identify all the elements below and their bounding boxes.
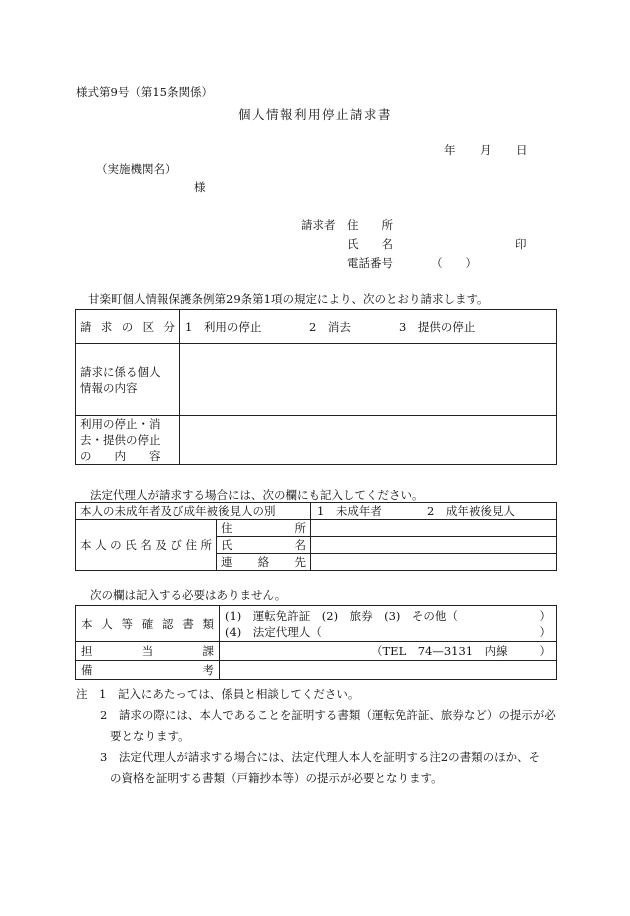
note-3-cont: の資格を証明する書類（戸籍抄本等）の提示が必要となります。: [110, 771, 443, 785]
label-char: 所: [294, 521, 306, 535]
label-char: の: [110, 538, 122, 552]
remarks-label-cell: [76, 661, 220, 680]
request-table: [75, 309, 557, 465]
person-name-field[interactable]: [311, 537, 557, 554]
option-minor[interactable]: 1 未成年者: [317, 504, 382, 518]
person-label: [80, 537, 212, 553]
label-char: 求: [100, 319, 113, 334]
label-char: 住: [185, 538, 197, 552]
label-char: 絡: [257, 555, 270, 569]
id-docs-line2: (4) 法定代理人（: [225, 624, 322, 639]
dept-close: ）: [539, 644, 551, 658]
label-char: び: [170, 538, 182, 552]
label-char: 等: [121, 616, 133, 631]
option-stop-use[interactable]: 1 利用の停止: [185, 319, 262, 334]
label-char: 名: [140, 538, 152, 552]
id-docs-line1-close: ）: [539, 608, 551, 623]
legal-rep-note: 法定代理人が請求する場合には、次の欄にも記入してください。: [90, 488, 424, 502]
stop-content-label-line2: 去・提供の停止: [80, 433, 161, 447]
label-char: 及: [155, 538, 167, 552]
label-char: 先: [294, 555, 306, 569]
id-docs-label: [81, 616, 214, 632]
id-docs-cell: [220, 606, 557, 642]
label-char: 担: [81, 644, 93, 658]
dept-label: [81, 643, 214, 659]
label-char: 当: [141, 644, 154, 658]
label-char: 課: [202, 644, 214, 658]
person-contact-field[interactable]: [311, 554, 557, 571]
label-char: 名: [294, 538, 306, 552]
label-char: 所: [200, 538, 212, 552]
label-char: 住: [221, 521, 233, 535]
option-delete[interactable]: 2 消去: [309, 319, 351, 334]
minor-type-options: [311, 503, 557, 520]
agency-label: （実施機関名）: [96, 162, 177, 176]
label-char: 本: [81, 616, 93, 631]
phone-paren: （ ）: [431, 256, 477, 270]
requester-block: [301, 217, 541, 270]
label-char: 分: [163, 319, 175, 334]
date-line: [444, 142, 528, 158]
stop-content-label-line1: 利用の停止・消: [80, 417, 161, 431]
label-char: 連: [221, 555, 233, 569]
date-month: 月: [480, 143, 492, 157]
note-2: 2 請求の際には、本人であることを証明する書類（運転免許証、旅券など）の提示が必: [100, 708, 556, 722]
note-3: 3 法定代理人が請求する場合には、法定代理人本人を証明する注2の書類のほか、そ: [100, 750, 541, 764]
person-name-label-cell: [217, 537, 311, 554]
label-char: の: [121, 319, 134, 334]
label-char: 人: [101, 616, 113, 631]
stop-content-label-cell: [76, 416, 180, 465]
info-content-field[interactable]: [180, 344, 557, 416]
request-type-label: [80, 319, 175, 335]
info-content-label-line1: 請求に係る個人: [80, 364, 161, 379]
stop-content-field[interactable]: [180, 416, 557, 465]
id-docs-line1: (1) 運転免許証 (2) 旅券 (3) その他（: [225, 608, 458, 623]
person-contact-label: [221, 554, 306, 570]
note-1: 注 1 記入にあたっては、係員と相談してください。: [76, 687, 360, 701]
person-name-label: [221, 537, 306, 553]
requester-label: 請求者: [301, 218, 336, 232]
info-content-label-line2: 情報の内容: [80, 380, 138, 395]
seal-label: 印: [515, 237, 527, 251]
request-type-label-cell: [76, 310, 180, 344]
minor-type-label: 本人の未成年者及び成年被後見人の別: [76, 503, 311, 520]
label-char: 類: [202, 616, 214, 631]
info-content-label-cell: [76, 344, 180, 416]
request-type-options: [180, 310, 557, 344]
dept-value: （TEL 74—3131 内線: [371, 644, 508, 658]
label-char: 書: [182, 616, 194, 631]
requester-phone-label: 電話番号: [347, 256, 393, 270]
remarks-field[interactable]: [220, 661, 557, 680]
date-day: 日: [516, 143, 528, 157]
dept-cell: [220, 642, 557, 661]
requester-name-label: 氏 名: [347, 237, 393, 251]
id-docs-line2-close: ）: [539, 624, 551, 639]
label-char: 氏: [125, 538, 137, 552]
office-use-table: [75, 605, 557, 680]
person-address-field[interactable]: [311, 520, 557, 537]
dept-label-cell: [76, 642, 220, 661]
person-address-label: [221, 520, 306, 536]
intro-text: 甘楽町個人情報保護条例第29条第1項の規定により、次のとおり請求します。: [88, 292, 489, 306]
page-title: 個人情報利用停止請求書: [237, 107, 392, 122]
person-contact-label-cell: [217, 554, 311, 571]
option-stop-provide[interactable]: 3 提供の停止: [399, 319, 476, 334]
stop-content-label-line3: の 内 容: [80, 449, 161, 463]
legal-rep-table: [75, 502, 557, 571]
note-2-cont: 要となります。: [110, 729, 190, 743]
label-char: 確: [141, 616, 154, 631]
id-docs-label-cell: [76, 606, 220, 642]
label-char: 請: [80, 319, 92, 334]
label-char: 備: [81, 663, 93, 677]
sama-label: 様: [194, 180, 206, 194]
label-char: 認: [162, 616, 174, 631]
notes-block: [76, 684, 566, 794]
no-entry-note: 次の欄は記入する必要はありません。: [90, 588, 287, 602]
label-char: 区: [142, 319, 155, 334]
label-char: 考: [202, 663, 214, 677]
label-char: 人: [95, 538, 107, 552]
option-adult-ward[interactable]: 2 成年被後見人: [427, 504, 515, 518]
requester-address-label: 住 所: [347, 218, 393, 232]
remarks-label: [81, 662, 214, 678]
label-char: 本: [80, 538, 92, 552]
label-char: 氏: [221, 538, 233, 552]
date-year: 年: [444, 143, 456, 157]
person-address-label-cell: [217, 520, 311, 537]
person-label-cell: [76, 520, 217, 571]
form-number: 様式第9号（第15条関係）: [76, 85, 213, 99]
